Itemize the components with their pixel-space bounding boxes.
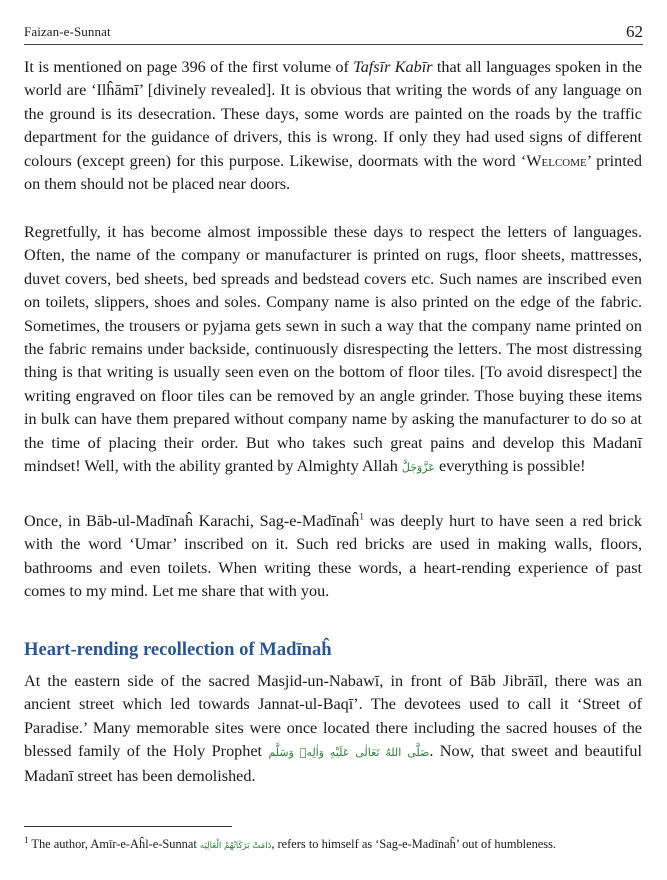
arabic-salutation-prophet: صَلَّى اللهُ تَعَالٰى عَلَيْهِ وَاٰلِهٖ وَسَلَّم (268, 746, 430, 760)
paragraph-3 (24, 510, 642, 604)
p1-text-a: It is mentioned on page 396 of the first volume of (24, 58, 354, 76)
footnote-marker: 1 (359, 511, 364, 522)
p1-text-e: ’ printed on them should not be placed near doors. (24, 151, 642, 194)
footnote-text-b: , refers to himself as ‘Sag-e-Madīnaĥ’ out of humbleness. (271, 837, 557, 851)
footnote-text-a: The author, Amīr-e-Aĥl-e-Sunnat (28, 837, 200, 851)
p2-text-b: everything is possible! (434, 457, 586, 476)
p3-text-a: Once, in Bāb-ul-Madīnaĥ Karachi, Sag-e-Madīnaĥ (24, 512, 360, 530)
p3-text-b: was deeply hurt to have seen a red brick with the word ‘Umar’ inscribed on it. Such red bricks are used in making walls, floors, bathrooms and even toilets. When writing these words, a heart-rending experience of past comes to my mind. Let me share that with you. (24, 512, 642, 601)
arabic-honorific-author: دَامَتْ بَرَكَاتُهُمُ الْعَالِيَه (199, 841, 272, 851)
footnote-divider (24, 826, 232, 827)
footnote (24, 836, 642, 854)
welcome-word: Welcome (526, 151, 587, 170)
paragraph-2 (24, 221, 642, 479)
section-heading: Heart-rending recollection of Madīnaĥ (24, 639, 332, 660)
p4-text-b: . Now, that sweet and beautiful Madanī street has been demolished. (24, 742, 643, 785)
book-title: Tafsīr Kabīr (353, 58, 433, 76)
footnote-number: 1 (24, 834, 29, 845)
p1-text-c: that all languages spoken in the world are ‘Ilĥāmī’ [divinely revealed]. It is obvious that writing the words of any language on the ground is its desecration. These days, some words are painted on the roads by the traffic department for the guidance of drivers, this is wrong. If only they had used signs of different colours (except green) for this purpose. Likewise, doormats with the word ‘ (24, 58, 642, 170)
p4-text-a: At the eastern side of the sacred Masjid-un-Nabawī, in front of Bāb Jibrāīl, there was an ancient street which led towards Jannat-ul-Baqī’. The devotees used to call it ‘Street of Paradise.’ Many memorable sites were once located there including the sacred houses of the blessed family of the Holy Prophet (24, 672, 642, 761)
p2-text-a: Regretfully, it has become almost impossible these days to respect the letters of languages. Often, the name of the company or manufacturer is printed on rugs, floor sheets, mattresses, duvet covers, bed sheets, bed spreads and bedstead covers etc. Such names are inscribed even on toilets, slippers, shoes and soles. Company name is also printed on the edge of the fabric. Sometimes, the trousers or pyjama gets sewn in such a way that the company name printed on the fabric remains under backside, continuously disrespecting the letters. The most distressing thing is that writing is usually seen even on the bottom of floor tiles. [To avoid disrespect] the writing engraved on floor tiles can be removed by an angle grinder. Those buying these items in bulk can have them prepared without company name by asking the manufacturer to do so at the time of placing their order. But who takes such great pains and develop this Madanī mindset! Well, with the ability granted by Almighty Allah (24, 223, 642, 476)
running-title: Faizan-e-Sunnat (24, 24, 111, 39)
paragraph-4 (24, 670, 642, 788)
page-header (24, 22, 643, 45)
arabic-honorific-allah: عَزَّوَجَلَّ (401, 461, 435, 475)
paragraph-1 (24, 56, 642, 196)
page-number: 62 (626, 22, 643, 41)
